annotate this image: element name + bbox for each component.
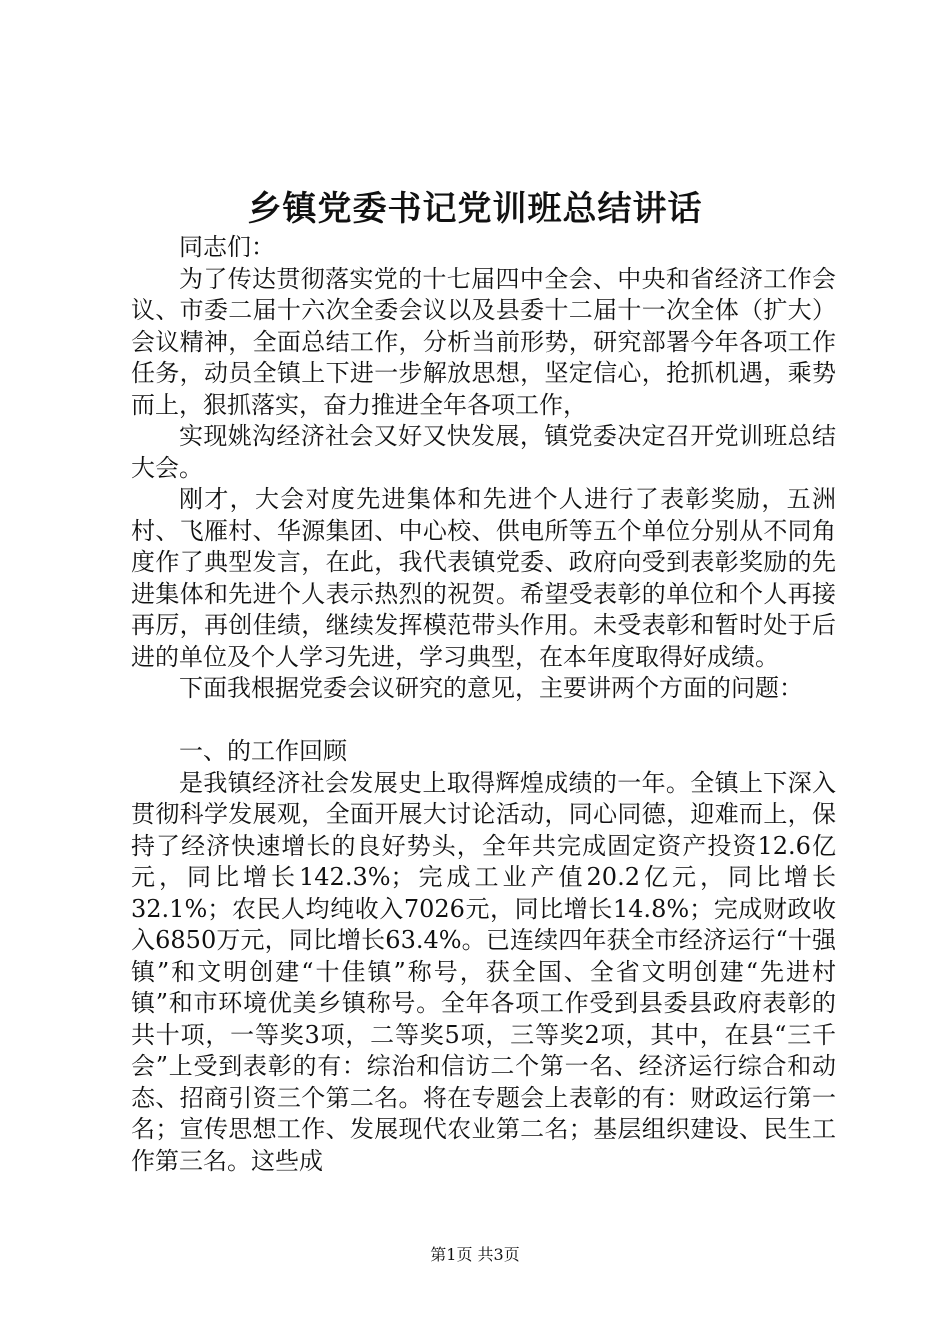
body-paragraph: 是我镇经济社会发展史上取得辉煌成绩的一年。全镇上下深入贯彻科学发展观，全面开展大讨论活动，同心同德，迎难而上，保持了经济快速增长的良好势头，全年共完成固定资产投资12.6亿元，同比增长142.3%；完成工业产值20.2亿元，同比增长32.1%；农民人均纯收入7026元，同比增长14.8%；完成财政收入6850万元，同比增长63.4%。已连续四年获全市经济运行“十强镇”和文明创建“十佳镇”称号，获全国、全省文明创建“先进村镇”和市环境优美乡镇称号。全年各项工作受到县委县政府表彰的共十项，一等奖3项，二等奖5项，三等奖2项，其中，在县“三千会”上受到表彰的有：综治和信访二个第一名、经济运行综合和动态、招商引资三个第二名。将在专题会上表彰的有：财政运行第一名；宣传思想工作、发展现代农业第二名；基层组织建设、民生工作第三名。这些成 bbox=[131, 768, 836, 1175]
body-paragraph: 为了传达贯彻落实党的十七届四中全会、中央和省经济工作会议、市委二届十六次全委会议以及县委十二届十一次全体（扩大）会议精神，全面总结工作，分析当前形势，研究部署今年各项工作任务，动员全镇上下进一步解放思想，坚定信心，抢抓机遇，乘势而上，狠抓落实，奋力推进全年各项工作， bbox=[131, 264, 836, 419]
body-paragraph: 下面我根据党委会议研究的意见，主要讲两个方面的问题： bbox=[179, 674, 803, 702]
section-heading: 一、的工作回顾 bbox=[179, 737, 347, 765]
document-body bbox=[131, 232, 836, 1177]
body-paragraph: 刚才，大会对度先进集体和先进个人进行了表彰奖励，五洲村、飞雁村、华源集团、中心校、供电所等五个单位分别从不同角度作了典型发言，在此，我代表镇党委、政府向受到表彰奖励的先进集体和先进个人表示热烈的祝贺。希望受表彰的单位和个人再接再厉，再创佳绩，继续发挥模范带头作用。未受表彰和暂时处于后进的单位及个人学习先进，学习典型，在本年度取得好成绩。 bbox=[131, 485, 836, 671]
salutation-paragraph: 同志们： bbox=[179, 233, 275, 261]
page-number-footer: 第1页 共3页 bbox=[430, 1245, 520, 1264]
document-title: 乡镇党委书记党训班总结讲话 bbox=[247, 189, 703, 229]
body-paragraph: 实现姚沟经济社会又好又快发展，镇党委决定召开党训班总结大会。 bbox=[131, 422, 836, 482]
